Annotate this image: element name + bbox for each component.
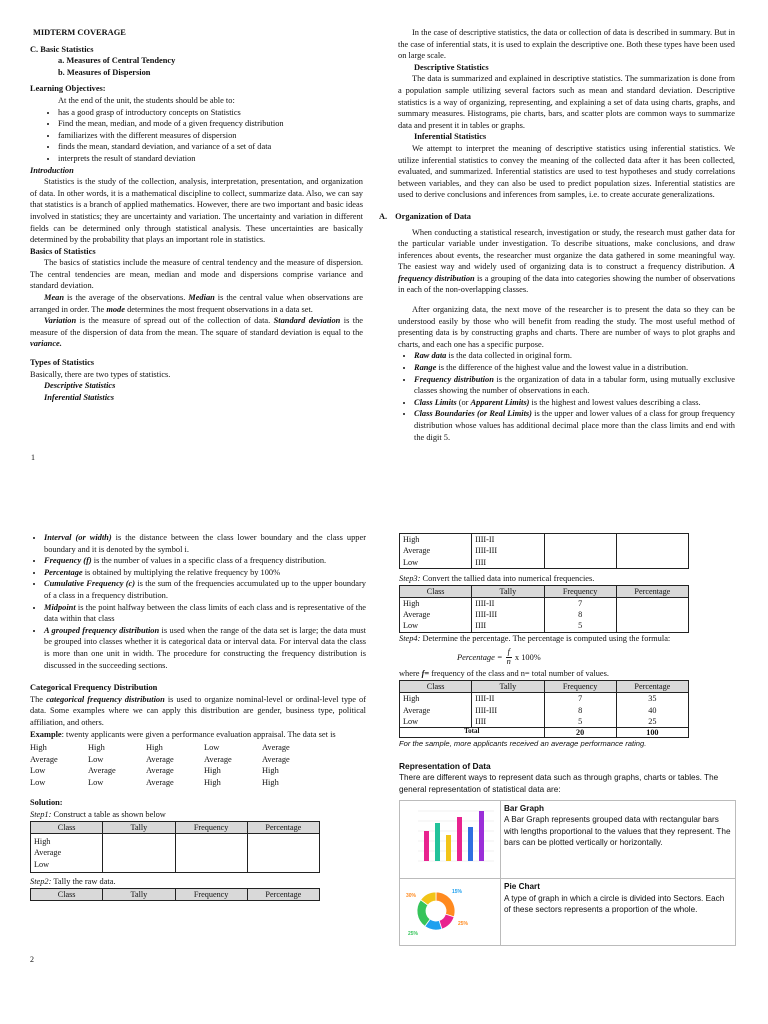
step3-text: Convert the tallied data into numerical frequencies.: [420, 573, 595, 583]
types-intro-paragraph: In the case of descriptive statistics, the data or collection of data is described in summary. But in the case of inferential stats, it is used to explain the descriptive one. Both these types have been used on large scale.: [398, 28, 735, 61]
objective-item: • Find the mean, median, and mode of a given frequency distribution: [58, 118, 363, 130]
dataset-cell: High: [146, 743, 163, 753]
total-label: Total: [400, 728, 545, 738]
definition-text: is the number of values in a specific class of a frequency distribution.: [91, 556, 327, 566]
page-1-left-column: [30, 27, 363, 403]
pie-label: 30%: [406, 893, 417, 900]
dataset-cell: Low: [88, 777, 104, 787]
step2-line: [30, 876, 366, 888]
variance-term: variance.: [30, 339, 62, 349]
categorical-text: [30, 694, 366, 729]
table-row: [400, 693, 689, 705]
definition-text: is the highest and lowest values describing a class.: [529, 397, 701, 407]
types-text: Basically, there are two types of statistics.: [30, 369, 171, 379]
tally-cell: IIII-II: [472, 534, 544, 546]
class-cell: High: [400, 534, 472, 546]
step1-label: Step1:: [30, 810, 52, 820]
frequency-distribution-term: A frequency distribution: [398, 262, 735, 283]
definition-text: is the upper and lower values of a class for group frequency distribution whose values has additional decimal place more than the class limits and end with the digit 5.: [414, 409, 735, 442]
dataset-cell: High: [204, 777, 221, 787]
dataset-cell: High: [30, 743, 47, 753]
definition-text: is the sum of the frequencies accumulated up to the upper boundary of a class in a frequency distribution.: [44, 579, 366, 600]
header-class: Class: [400, 585, 472, 597]
definition-text: (or: [456, 397, 471, 407]
percentage-cell: [247, 833, 319, 872]
total-frequency: 20: [544, 728, 616, 738]
pie-chart-donut: [417, 892, 455, 930]
page-2: [0, 512, 768, 1024]
class-cell: Low: [400, 557, 472, 569]
frequency-cell: 8: [544, 705, 616, 716]
where-f: f=: [421, 669, 430, 679]
table-header-row: [400, 585, 689, 597]
step1-table: [30, 821, 320, 873]
header-percentage: Percentage: [247, 888, 319, 900]
bar-graph-thumb-cell: [400, 800, 501, 878]
formula-lhs: Percentage =: [457, 652, 503, 662]
categorical-term: categorical frequency distribution: [46, 694, 165, 704]
definition-term: Range: [414, 363, 437, 373]
table-header-row: [31, 888, 320, 900]
dataset-cell: Average: [30, 754, 58, 764]
class-cell: Low: [400, 716, 472, 728]
tally-cell: IIII: [472, 620, 544, 632]
mean-term: Mean: [44, 293, 65, 303]
step2-text: Tally the raw data.: [51, 876, 116, 886]
dataset-cell: Average: [146, 754, 174, 764]
pie-chart-thumb-cell: [400, 879, 501, 945]
page-2-left-column: [30, 532, 366, 901]
org-text-a: When conducting a statistical research, investigation or study, the research must gather data for the particular variable under investigation. To describe situations, make conclusions, and draw inferences about events, the researcher must organize the data gathered in some meaningful way. The easiest way and widely used of organizing data is to construct a frequency distribution.: [398, 227, 735, 272]
definition-item: [414, 362, 735, 374]
table-row: [400, 534, 689, 546]
dataset-row: [30, 742, 366, 754]
types-title: Types of Statistics: [30, 358, 95, 368]
definition-item: [44, 555, 366, 567]
frequency-cell: 8: [544, 609, 616, 620]
definition-term: A grouped frequency distribution: [44, 625, 160, 635]
frequency-cell: 7: [544, 693, 616, 705]
definition-term: Midpoint: [44, 602, 76, 612]
representation-text: There are different ways to represent data such as through graphs, charts or tables. The general representation of statistical data are:: [399, 773, 719, 794]
thumbnail-bar: [435, 823, 440, 861]
frequency-cell: [544, 534, 616, 569]
table-row: [400, 597, 689, 609]
definition-item: [44, 625, 366, 671]
type-inferential: Inferential Statistics: [44, 392, 115, 402]
definition-item: [414, 374, 735, 397]
std-dev-term: Standard deviation: [273, 316, 341, 326]
pie-chart-title: Pie Chart: [504, 882, 540, 892]
class-low: Low: [34, 859, 50, 869]
dataset-cell: High: [262, 777, 279, 787]
definition-term: Class Limits: [414, 397, 457, 407]
basics-text: The basics of statistics include the measure of central tendency and the measure of dispersion. The central tendencies are mean, median and mode and dispersions comprise variance and standard deviation.: [30, 258, 363, 291]
representation-title: Representation of Data: [399, 760, 491, 771]
header-percentage: Percentage: [616, 585, 688, 597]
table-header-row: [31, 821, 320, 833]
tally-cell: IIII-II: [472, 693, 544, 705]
learning-objectives-intro: At the end of the unit, the students should be able to:: [58, 95, 235, 105]
tally-cell: IIII: [472, 557, 544, 569]
class-high: High: [34, 836, 51, 846]
introduction-text: Statistics is the study of the collection, analysis, interpretation, presentation, and organization of data. In other words, it is a mathematical discipline to collect, summarize data. Also, we can say that statistics is a branch of applied mathematics. However, there are two important and basic ideas involved in statistics; they are uncertainty and variation. The uncertainty and variation in different fields can be determined only through statistical analysis. These uncertainties are basically determined by the probability that plays an important role in statistics.: [30, 177, 363, 245]
definition-text: is used when the range of the data set is large; the data must be grouped into classes whether it is categorical data or interval data. For interval data the class is more than one unit in width. The procedure for constructing the frequency distribution is discussed in the succeeding sections.: [44, 625, 366, 670]
variation-text: is the measure of spread out of the collection of data.: [76, 316, 274, 326]
definition-term: Raw data: [414, 351, 447, 361]
percentage-cell: 25: [616, 716, 688, 728]
objective-item: • interprets the result of standard deviation: [58, 153, 363, 165]
thumbnail-bar: [424, 831, 429, 861]
table-header-row: [400, 680, 689, 692]
header-frequency: Frequency: [175, 821, 247, 833]
definition-term: Apparent Limits): [470, 397, 530, 407]
formula-numerator: f: [507, 647, 510, 657]
step3-label: Step3:: [399, 573, 421, 583]
definition-text: is obtained by multiplying the relative frequency by 100%: [82, 567, 281, 577]
example-text: : twenty applicants were given a performance evaluation appraisal. The data set is: [61, 729, 336, 739]
example-label: Example: [30, 729, 62, 739]
frequency-cell: [175, 833, 247, 872]
definitions-list-2: [30, 532, 366, 671]
percentage-cell: 40: [616, 705, 688, 716]
bar-graph-thumbnail: [402, 803, 498, 873]
tally-cell: IIII-III: [472, 705, 544, 716]
tally-cell: IIII: [472, 716, 544, 728]
objective-item: • has a good grasp of introductory concepts on Statistics: [58, 107, 363, 119]
definition-term: Frequency distribution: [414, 374, 494, 384]
thumbnail-bar: [468, 827, 473, 861]
pie-label: 15%: [452, 889, 463, 896]
percentage-formula: [457, 646, 736, 668]
subtopic-b: b. Measures of Dispersion: [58, 67, 151, 77]
class-average: Average: [34, 848, 62, 858]
header-frequency: Frequency: [544, 680, 616, 692]
step3-table: [399, 585, 689, 633]
org-text-b: is a grouping of the data into categories showing the number of observations in each of the non-overlapping classes.: [398, 273, 736, 295]
where-text-b: frequency of the class and n= total number of values.: [429, 669, 609, 679]
organization-paragraph-1: [398, 227, 735, 297]
bar-graph-row: [400, 800, 736, 878]
step2-label: Step2:: [30, 876, 52, 886]
variation-paragraph: [30, 315, 363, 350]
definition-text: is the point halfway between the class limits of each class and is representative of the data within that class: [44, 602, 366, 624]
pie-chart-desc-cell: [501, 879, 736, 945]
header-tally: Tally: [472, 585, 544, 597]
header-tally: Tally: [103, 888, 175, 900]
header-frequency: Frequency: [175, 888, 247, 900]
organization-letter: A.: [379, 211, 388, 221]
header-tally: Tally: [103, 821, 175, 833]
representation-table: [399, 800, 736, 946]
page-number: 1: [31, 453, 35, 462]
tally-cell: IIII-II: [472, 597, 544, 609]
page-1-right-column: [379, 27, 736, 443]
bar-graph-desc-cell: [501, 800, 736, 878]
header-class: Class: [400, 680, 472, 692]
pie-label: 25%: [408, 931, 419, 938]
dataset-cell: Average: [146, 766, 174, 776]
std-dev-text: is the measure of the dispersion of data from the mean. The square of standard deviation is equal to the: [30, 316, 363, 337]
median-term: Median: [188, 293, 215, 303]
dataset-cell: Average: [262, 754, 290, 764]
page-2-right-column: [399, 533, 736, 946]
table-row: [400, 705, 689, 716]
page-number: 2: [30, 955, 34, 964]
percentage-cell: [616, 597, 688, 632]
categorical-text-b: is used to organize nominal-level or ordinal-level type of data. Some examples where we can apply this distribution are gender, business type, political affiliation, and others.: [30, 694, 366, 727]
tally-cell: IIII-III: [472, 609, 544, 620]
frequency-cell: 5: [544, 716, 616, 728]
definitions-list: [398, 350, 735, 443]
definition-text: is the organization of data in a tabular form, using mutually exclusive classes showing the number of observations in each.: [414, 374, 736, 396]
dataset-cell: High: [262, 766, 279, 776]
basics-title: Basics of Statistics: [30, 246, 96, 256]
percentage-cell: [616, 534, 688, 569]
pie-slice: [436, 892, 455, 917]
definition-text: is the distance between the class lower boundary and the class upper boundary and it is denoted by the symbol i.: [44, 533, 367, 554]
organization-title: [379, 211, 735, 223]
class-cell: Average: [400, 705, 472, 716]
introduction-title: Introduction: [30, 165, 74, 175]
header-frequency: Frequency: [544, 585, 616, 597]
dataset-row: [30, 754, 366, 766]
step3-line: [399, 573, 736, 585]
definition-item: [44, 532, 366, 555]
dataset-cell: Low: [88, 754, 104, 764]
inferential-text: We attempt to interpret the meaning of descriptive statistics using inferential statistics. We utilize inferential statistics to convey the meaning of the collected data after it has been collected, evaluated, and summarized. Inferential statistics are used to test hypotheses and study correlations between variables, and they can also be used to predict population sizes. Inferential statistics are used to derive conclusions and inferences from samples, i.e. to create accurate generalizations.: [398, 143, 735, 200]
table-row: [400, 716, 689, 728]
pie-label: 25%: [458, 921, 469, 928]
learning-objectives-title: Learning Objectives:: [30, 84, 106, 94]
objectives-list: [30, 107, 363, 165]
definition-term: Cumulative Frequency (c): [44, 579, 136, 589]
dataset-cell: Low: [30, 766, 46, 776]
class-cell: Average: [400, 609, 472, 620]
definition-item: [414, 408, 735, 443]
step2-table-header: [30, 888, 320, 901]
type-descriptive: Descriptive Statistics: [44, 381, 116, 391]
step2-table-body: [399, 533, 689, 569]
step4-label: Step4:: [399, 633, 421, 643]
thumbnail-bar: [479, 811, 484, 861]
table-row: [31, 833, 320, 872]
bar-graph-title: Bar Graph: [504, 803, 545, 813]
total-percentage: 100: [616, 728, 688, 738]
organization-paragraph-2: After organizing data, the next move of the researcher is to present the data so they can be understood easily by those who will benefit from reading the study. The most useful method of presenting data is by constructing graphs and charts. There are number of ways to plot graphs and charts, and each one has a specific purpose.: [398, 305, 735, 349]
step4-text: Determine the percentage. The percentage is computed using the formula:: [420, 633, 671, 643]
descriptive-text: The data is summarized and explained in descriptive statistics. The summarization is done from a population sample utilizing several factors such as mean and standard deviation. Descriptive statistics is a way of organizing, representing, and explaining a set of data using charts, graphs, and summary measures. Histograms, pie charts, bars, and scatter plots are common ways to summarize data and present it in tables or graphs.: [398, 74, 735, 130]
class-cell: Average: [400, 545, 472, 556]
dataset-cell: Low: [30, 777, 46, 787]
conclusion-line: For the sample, more applicants received an average performance rating.: [399, 739, 647, 749]
class-cell: High: [400, 597, 472, 609]
definition-item: [44, 602, 366, 625]
header-percentage: Percentage: [616, 680, 688, 692]
dataset-cell: High: [88, 743, 105, 753]
median-text: is the central value when observations are arranged in order. The: [30, 293, 363, 314]
objective-item: • finds the mean, standard deviation, and variance of a set of data: [58, 141, 363, 153]
class-cell: Low: [400, 620, 472, 632]
organization-title-text: Organization of Data: [395, 211, 471, 221]
descriptive-title: Descriptive Statistics: [414, 62, 489, 72]
mode-text: determines the most frequent observations in a data set.: [124, 304, 313, 314]
frequency-cell: 7: [544, 597, 616, 609]
midterm-heading: MIDTERM COVERAGE: [33, 28, 126, 37]
dataset-cell: Average: [204, 754, 232, 764]
formula-rhs: x 100%: [514, 652, 541, 662]
definition-item: [44, 567, 366, 579]
thumbnail-bar: [457, 817, 462, 861]
tally-cell: IIII-III: [472, 545, 544, 556]
definition-term: Frequency (f): [44, 556, 92, 566]
mean-paragraph: [30, 292, 363, 315]
header-class: Class: [31, 888, 103, 900]
step1-line: [30, 809, 366, 821]
definition-term: Interval (or width): [44, 533, 112, 542]
inferential-title: Inferential Statistics: [414, 132, 487, 142]
pie-chart-row: [400, 879, 736, 945]
where-line: [399, 668, 736, 680]
definition-text: is the data collected in original form.: [446, 351, 572, 361]
class-cell: High: [400, 693, 472, 705]
table-total-row: [400, 728, 689, 738]
class-cell: [31, 833, 103, 872]
solution-label: Solution:: [30, 798, 63, 808]
definition-item: [414, 350, 735, 362]
dataset-cell: Average: [146, 777, 174, 787]
mode-term: mode: [106, 304, 125, 314]
raw-dataset: [30, 742, 366, 788]
mean-text: is the average of the observations.: [64, 293, 189, 303]
thumbnail-bar: [446, 835, 451, 861]
basic-statistics-heading: C. Basic Statistics: [30, 44, 94, 54]
formula-fraction: [506, 648, 512, 666]
dataset-row: [30, 777, 366, 789]
definition-term: Class Boundaries (or Real Limits): [414, 409, 532, 419]
categorical-text-a: The: [30, 694, 47, 704]
where-text-a: where: [399, 669, 422, 679]
pie-chart-thumbnail: [402, 881, 498, 939]
variation-term: Variation: [44, 316, 77, 326]
step1-text: Construct a table as shown below: [51, 810, 166, 820]
header-tally: Tally: [472, 680, 544, 692]
definition-text: is the difference of the highest value and the lowest value in a distribution.: [436, 363, 689, 373]
bar-graph-text: A Bar Graph represents grouped data with rectangular bars with lengths proportional to the values that they represent. The bars can be plotted vertically or horizontally.: [504, 815, 731, 848]
example-paragraph: [30, 729, 366, 741]
percentage-cell: 35: [616, 693, 688, 705]
header-percentage: Percentage: [247, 821, 319, 833]
header-class: Class: [31, 821, 103, 833]
step4-line: [399, 633, 736, 645]
dataset-cell: Low: [204, 743, 220, 753]
subtopic-a: a. Measures of Central Tendency: [58, 56, 176, 66]
definition-term: Percentage: [44, 567, 83, 577]
dataset-row: [30, 765, 366, 777]
dataset-cell: Average: [88, 766, 116, 776]
dataset-cell: Average: [262, 743, 290, 753]
objective-item: • familiarizes with the different measures of dispersion: [58, 130, 363, 142]
categorical-title: Categorical Frequency Distribution: [30, 683, 158, 693]
definition-item: [414, 397, 735, 409]
tally-cell: [103, 833, 175, 872]
frequency-cell: 5: [544, 620, 616, 632]
pie-chart-text: A type of graph in which a circle is divided into Sectors. Each of these sectors represents a proportion of the whole.: [504, 893, 725, 915]
definition-item: [44, 578, 366, 601]
formula-denominator: n: [506, 656, 511, 666]
dataset-cell: High: [204, 766, 221, 776]
step4-table: [399, 680, 689, 738]
